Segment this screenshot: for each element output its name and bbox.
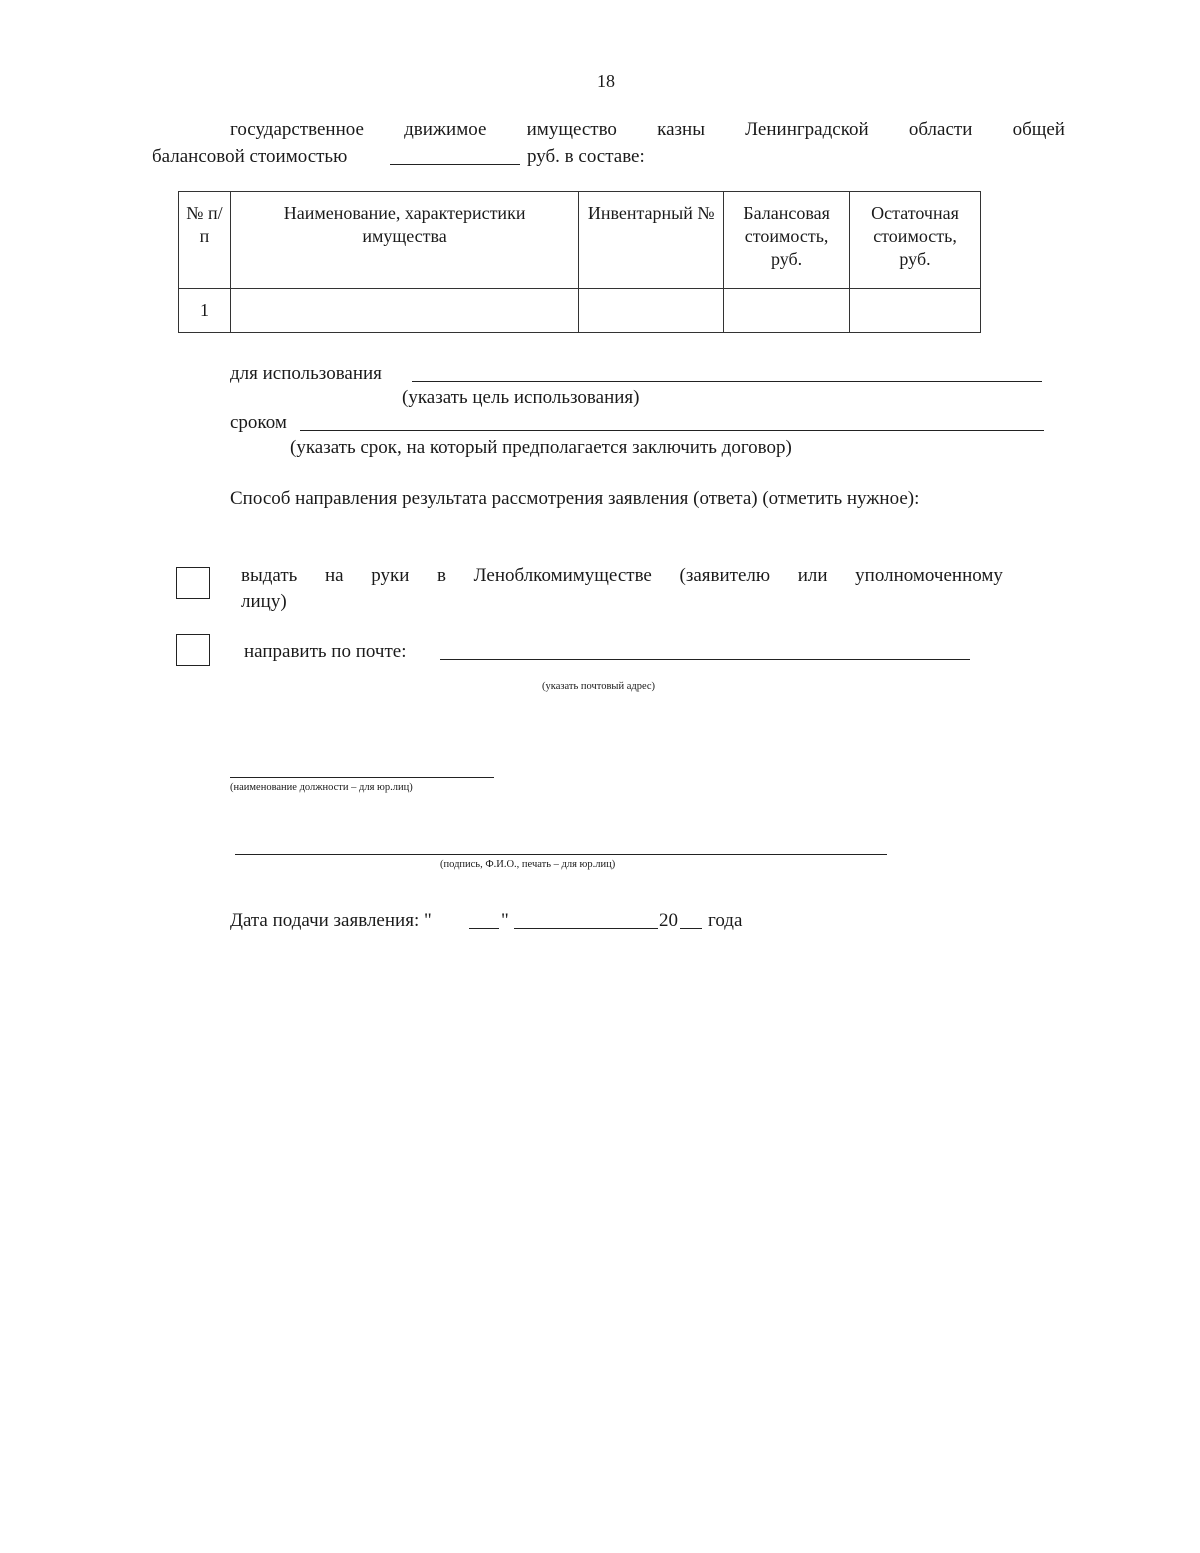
signature-hint: (подпись, Ф.И.О., печать – для юр.лиц) [440, 859, 616, 870]
intro-word: государственное [230, 119, 364, 140]
option-word: в [437, 565, 446, 586]
header-number: № п/п [179, 192, 231, 289]
option-mail-label: направить по почте: [244, 641, 407, 662]
date-year-prefix: 20 [659, 910, 678, 931]
intro-line-2-suffix: руб. в составе: [527, 146, 645, 167]
table-row [179, 289, 981, 333]
intro-word: движимое [404, 119, 487, 140]
option-word: руки [371, 565, 410, 586]
intro-word: имущество [526, 119, 617, 140]
balance-value-blank[interactable] [390, 164, 520, 165]
table-cell[interactable] [850, 289, 981, 333]
date-day-blank[interactable] [469, 928, 499, 929]
option-word: или [797, 565, 828, 586]
usage-label: для использования [230, 363, 382, 384]
header-balance-value: Балансовая стоимость, руб. [724, 192, 850, 289]
term-label: сроком [230, 412, 287, 433]
intro-word: общей [1012, 119, 1065, 140]
usage-hint: (указать цель использования) [402, 387, 640, 408]
table-header-row [179, 192, 981, 289]
date-prefix: Дата подачи заявления: " [230, 910, 432, 931]
usage-purpose-blank[interactable] [412, 381, 1042, 382]
term-blank[interactable] [300, 430, 1044, 431]
option-word: на [324, 565, 344, 586]
option-hand-delivery-line-1 [241, 564, 1003, 588]
checkbox-hand-delivery[interactable] [176, 567, 210, 599]
date-month-blank[interactable] [514, 928, 658, 929]
header-inventory: Инвентарный № [579, 192, 724, 289]
intro-word: области [908, 119, 973, 140]
table-cell[interactable] [230, 289, 578, 333]
postal-address-blank[interactable] [440, 659, 970, 660]
position-blank[interactable] [230, 777, 494, 778]
term-hint: (указать срок, на который предполагается заключить договор) [290, 437, 792, 458]
intro-word: казны [657, 119, 705, 140]
position-hint: (наименование должности – для юр.лиц) [230, 782, 413, 793]
date-suffix: года [708, 910, 743, 931]
header-residual-value: Остаточная стоимость, руб. [850, 192, 981, 289]
option-word: (заявителю [679, 565, 771, 586]
intro-line-1 [230, 118, 1065, 142]
option-word: уполномоченному [855, 565, 1003, 586]
table-cell[interactable] [724, 289, 850, 333]
option-word: выдать [241, 565, 298, 586]
delivery-method-heading: Способ направления результата рассмотрения заявления (ответа) (отметить нужное): [230, 488, 920, 509]
postal-address-hint: (указать почтовый адрес) [542, 681, 656, 692]
date-year-blank[interactable] [680, 928, 702, 929]
table-cell[interactable] [579, 289, 724, 333]
checkbox-mail-delivery[interactable] [176, 634, 210, 666]
table-cell: 1 [179, 289, 231, 333]
date-quote-close: " [501, 910, 509, 931]
signature-blank[interactable] [235, 854, 887, 855]
option-hand-delivery-line-2: лицу) [241, 591, 287, 612]
intro-word: Ленинградской [745, 119, 869, 140]
intro-line-2-prefix: балансовой стоимостью [152, 146, 348, 167]
option-word: Леноблкомимуществе [473, 565, 652, 586]
property-table [178, 191, 981, 333]
header-name: Наименование, характеристики имущества [230, 192, 578, 289]
page-number: 18 [597, 71, 615, 91]
